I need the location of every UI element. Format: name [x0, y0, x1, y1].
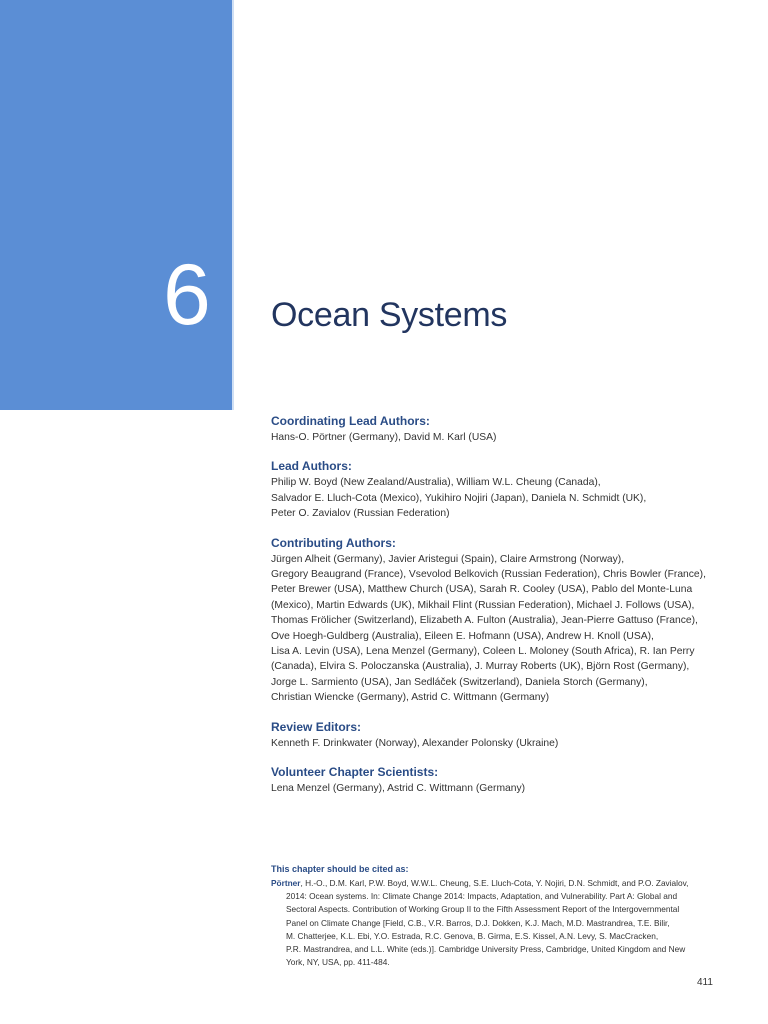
citation-line: M. Chatterjee, K.L. Ebi, Y.O. Estrada, R.C. Genova, B. Girma, E.S. Kissel, A.N. Levy, S. MacCracken,: [286, 930, 659, 941]
section-heading: Volunteer Chapter Scientists:: [271, 765, 439, 780]
section-heading: Review Editors:: [271, 719, 362, 734]
chapter-number: 6: [163, 247, 211, 343]
author-line: Salvador E. Lluch-Cota (Mexico), Yukihiro Nojiri (Japan), Daniela N. Schmidt (UK),: [271, 492, 647, 504]
section-heading: Coordinating Lead Authors:: [271, 414, 430, 428]
author-line: Ove Hoegh-Guldberg (Australia), Eileen E. Hofmann (USA), Andrew H. Knoll (USA),: [271, 630, 654, 642]
citation-block: [271, 863, 711, 969]
volunteer-scientists-section: [271, 764, 731, 796]
contributing-authors-section: [271, 535, 731, 706]
page-number: 411: [697, 977, 713, 988]
author-line: Gregory Beaugrand (France), Vsevolod Belkovich (Russian Federation), Chris Bowler (France),: [271, 569, 706, 581]
citation-line: Panel on Climate Change [Field, C.B., V.R. Barros, D.J. Dokken, K.J. Mach, M.D. Mastrandrea, T.E. Bilir,: [286, 917, 670, 928]
author-line: Jorge L. Sarmiento (USA), Jan Sedláček (Switzerland), Daniela Storch (Germany),: [271, 676, 648, 688]
chapter-title: Ocean Systems: [271, 296, 508, 334]
author-line: Lisa A. Levin (USA), Lena Menzel (Germany), Coleen L. Moloney (South Africa), R. Ian Perry: [271, 646, 695, 658]
author-line: (Canada), Elvira S. Poloczanska (Australia), J. Murray Roberts (UK), Björn Rost (Germany),: [271, 661, 690, 673]
citation-line: Sectoral Aspects. Contribution of Working Group II to the Fifth Assessment Report of the Intergovernmental: [286, 904, 680, 915]
citation-first-author: Pörtner: [271, 878, 301, 888]
citation-heading: This chapter should be cited as:: [271, 864, 409, 874]
author-line: Kenneth F. Drinkwater (Norway), Alexander Polonsky (Ukraine): [271, 737, 559, 749]
author-sections: [271, 413, 731, 810]
citation-line: P.R. Mastrandrea, and L.L. White (eds.)]. Cambridge University Press, Cambridge, United Kingdom and New: [286, 944, 686, 955]
author-line: Thomas Frölicher (Switzerland), Elizabeth A. Fulton (Australia), Jean-Pierre Gattuso (France),: [271, 615, 698, 627]
author-line: Christian Wiencke (Germany), Astrid C. Wittmann (Germany): [271, 692, 550, 704]
author-line: Jürgen Alheit (Germany), Javier Aristegui (Spain), Claire Armstrong (Norway),: [271, 553, 625, 565]
section-heading: Lead Authors:: [271, 459, 352, 474]
citation-line: York, NY, USA, pp. 411-484.: [286, 957, 390, 968]
citation-line: [271, 877, 711, 890]
citation-first-line-rest: , H.-O., D.M. Karl, P.W. Boyd, W.W.L. Cheung, S.E. Lluch-Cota, Y. Nojiri, D.N. Schmidt, and P.O. Zavialov,: [300, 878, 689, 888]
author-line: Philip W. Boyd (New Zealand/Australia), William W.L. Cheung (Canada),: [271, 477, 601, 489]
review-editors-section: [271, 719, 731, 751]
citation-line: 2014: Ocean systems. In: Climate Change 2014: Impacts, Adaptation, and Vulnerability. Part A: Global and: [286, 891, 678, 902]
author-line: Lena Menzel (Germany), Astrid C. Wittmann (Germany): [271, 783, 526, 795]
author-line: (Mexico), Martin Edwards (UK), Mikhail Flint (Russian Federation), Michael J. Follows (USA),: [271, 599, 695, 611]
coordinating-lead-authors-section: [271, 413, 731, 445]
author-line: Peter O. Zavialov (Russian Federation): [271, 508, 450, 520]
author-line: Hans-O. Pörtner (Germany), David M. Karl (USA): [271, 432, 497, 443]
author-line: Peter Brewer (USA), Matthew Church (USA), Sarah R. Cooley (USA), Pablo del Monte-Luna: [271, 584, 693, 596]
lead-authors-section: [271, 458, 731, 521]
section-heading: Contributing Authors:: [271, 535, 396, 550]
chapter-color-block: [0, 0, 234, 410]
